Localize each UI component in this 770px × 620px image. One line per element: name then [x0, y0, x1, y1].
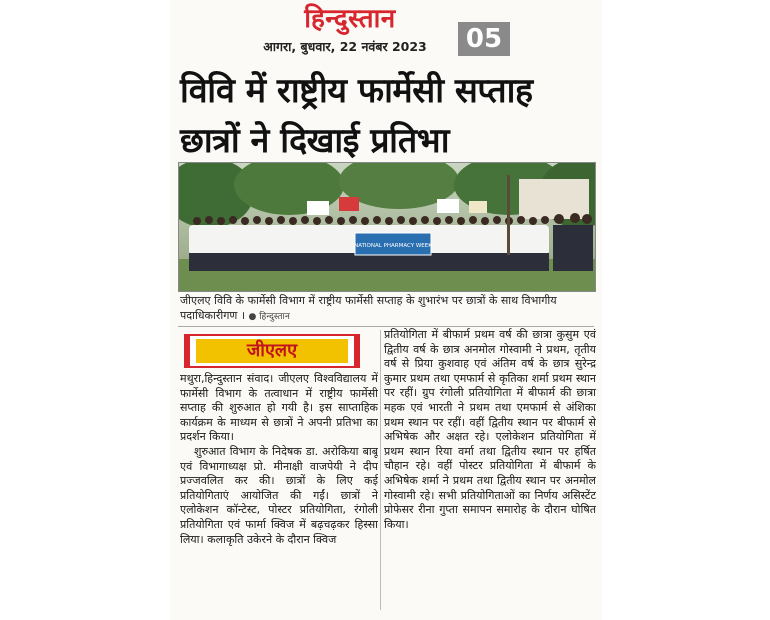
headline: [180, 66, 594, 166]
section-tag-right-bar: [354, 336, 360, 366]
newspaper-masthead: हिन्दुस्तान: [304, 4, 396, 34]
caption-text: जीएलए विवि के फार्मेसी विभाग में राष्ट्रीय फार्मेसी सप्ताह के शुभारंभ पर छात्रों के साथ विभागीय पदाधिकारीगण ।: [180, 294, 557, 322]
article-paragraph-3: प्रतियोगिता में बीफार्म प्रथम वर्ष की छात्रा कुसुम एवं द्वितीय वर्ष के छात्र अनमोल गोस्वामी ने प्रथम, तृतीय वर्ष से प्रिया कुशवाह एवं अंतिम वर्ष के छात्र सुरेन्द्र कुमार प्रथम तथा एमफार्म से कृतिका शर्मा प्रथम स्थान पर रहीं। ग्रुप रंगोली प्रतियोगिता में बीफार्म की छात्रा महक एवं भारती ने प्रथम तथा एमफार्म से अंशिका प्रथम स्थान पर रहीं। वहीं द्वितीय स्थान पर बीफार्म से अभिषेक और अक्षत रहे। एलोकेशन प्रतियोगिता में प्रथम स्थान रिया वर्मा तथा द्वितीय स्थान पर हर्षित चौहान रहे। वहीं पोस्टर प्रतियोगिता में बीफार्म के अभिषेक शर्मा ने प्रथम तथा द्वितीय स्थान पर अनमोल गोस्वामी रहे। सभी प्रतियोगिताओं का निर्णय असिस्टेंट प्रोफेसर रीना गुप्ता समापन समारोह के दौरान घोषित किया।: [384, 328, 596, 531]
dateline: आगरा, बुधवार, 22 नवंबर 2023: [263, 39, 427, 54]
article-column-left: [180, 372, 378, 612]
photo-banner-text: NATIONAL PHARMACY WEEK: [354, 243, 432, 249]
caption-divider: [178, 326, 594, 327]
section-tag-left-bar: [184, 336, 190, 366]
page-number-box: 05: [458, 22, 510, 56]
newspaper-clipping: [170, 0, 602, 620]
column-divider: [380, 330, 381, 610]
caption-credit: ● हिन्दुस्तान: [248, 311, 290, 322]
article-column-right: [384, 328, 596, 612]
group-photo-illustration: [179, 163, 595, 291]
headline-line-2: छात्रों ने दिखाई प्रतिभा: [180, 121, 450, 161]
photo-caption: [180, 294, 594, 324]
article-paragraph-2: शुरुआत विभाग के निदेषक डा. अरोकिया बाबू एवं विभागाध्यक्ष प्रो. मीनाक्षी वाजपेयी ने दीप प्रज्जवलित कर की। छात्रों के लिए कई प्रतियोगिताएं आयोजित की गईं। छात्रों ने एलोकेशन कॉन्टेस्ट, पोस्टर प्रतियोगिता, रंगोली प्रतियोगिता एवं फार्मा क्विज में बढ़चढ़कर हिस्सा लिया। कलाकृति उकेरने के दौरान क्विज: [180, 444, 378, 546]
headline-line-1: विवि में राष्ट्रीय फार्मेसी सप्ताह: [180, 71, 533, 111]
article-paragraph-1: मथुरा,हिन्दुस्तान संवाद। जीएलए विश्वविद्यालय में फार्मेसी विभाग के तत्वाधान में राष्ट्रीय फार्मेसी सप्ताह की शुरुआत हो गयी है। इस साप्ताहिक कार्यक्रम के माध्यम से छात्रों ने अपनी प्रतिभा का प्रदर्शन किया।: [180, 372, 378, 444]
group-photo: [178, 162, 596, 292]
section-tag: [184, 334, 360, 368]
section-tag-label: जीएलए: [196, 339, 348, 363]
